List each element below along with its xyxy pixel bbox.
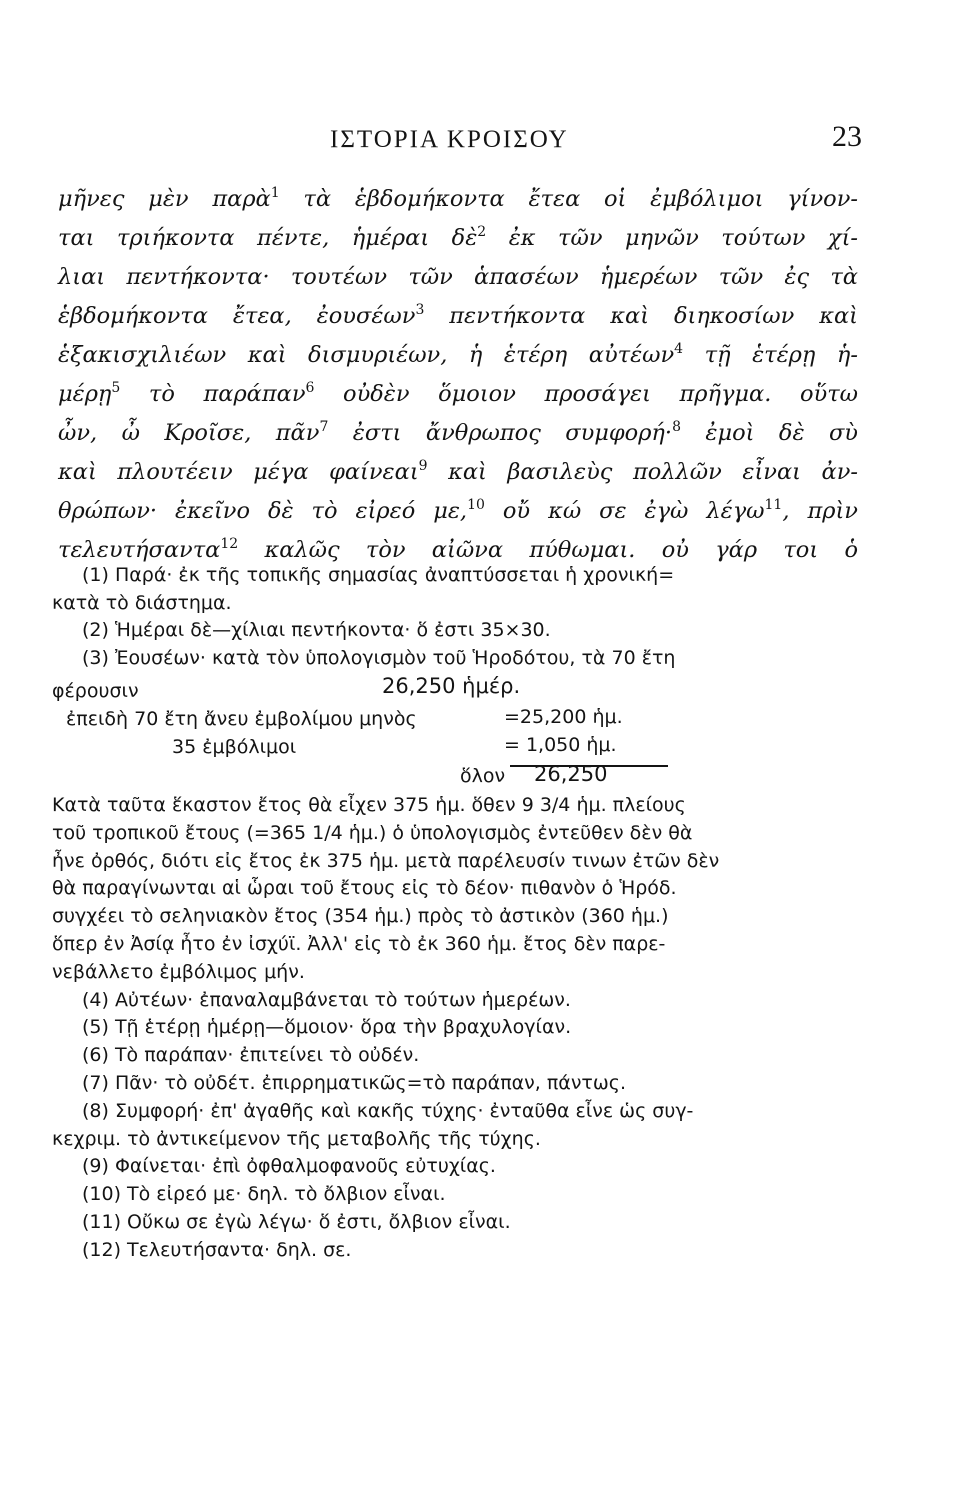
footnote-line: (2) Ἡμέραι δὲ—χίλιαι πεντήκοντα· ὅ ἐστι 35×30. bbox=[82, 619, 551, 642]
footnote-line: (11) Οὔκω σε ἐγὼ λέγω· ὅ ἐστι, ὄλβιον εἶναι. bbox=[82, 1210, 511, 1233]
text-line: ὦν, ὦ Κροῖσε, πᾶν$^7$ ἐστι ἄνθρωπος συμφορή·$^8$ ἐμοὶ δὲ σὺ bbox=[58, 419, 858, 446]
footnote-line: (9) Φαίνεται· ἐπὶ ὀφθαλμοφανοῦς εὐτυχίας. bbox=[82, 1155, 496, 1178]
text-line: καὶ πλουτέειν μέγα φαίνεαι$^9$ καὶ βασιλεὺς πολλῶν εἶναι ἀν- bbox=[58, 458, 858, 485]
calc-sum-value: 26,250 bbox=[534, 762, 608, 786]
calc-line2-label: ἐπειδὴ 70 ἔτη ἄνευ ἐμβολίμου μηνὸς bbox=[66, 708, 417, 730]
footnote-line: τοῦ τροπικοῦ ἔτους (=365 1/4 ἡμ.) ὁ ὑπολογισμὸς ἐντεῦθεν δὲν θὰ bbox=[52, 821, 693, 844]
calc-line3-value: = 1,050 ἡμ. bbox=[504, 734, 617, 756]
page-number: 23 bbox=[832, 120, 862, 153]
footnote-line: (10) Τὸ εἰρεό με· δηλ. τὸ ὄλβιον εἶναι. bbox=[82, 1183, 446, 1206]
text-line: ται τριήκοντα πέντε, ἡμέραι δὲ$^2$ ἐκ τῶν μηνῶν τούτων χί- bbox=[58, 224, 858, 251]
footnote-line: (5) Τῇ ἑτέρῃ ἡμέρῃ—ὅμοιον· ὅρα τὴν βραχυλογίαν. bbox=[82, 1016, 572, 1039]
calc-line3-label: 35 ἐμβόλιμοι bbox=[172, 736, 297, 758]
text-line: μέρῃ$^5$ τὸ παράπαν$^6$ οὐδὲν ὅμοιον προσάγει πρῆγμα. οὕτω bbox=[58, 380, 858, 407]
text-line: θρώπων· ἐκεῖνο δὲ τὸ εἰρεό με,$^{10}$ οὔ κώ σε ἐγὼ λέγω$^{11}$, πρὶν bbox=[58, 497, 858, 524]
page-header bbox=[60, 120, 860, 160]
text-line: μῆνες μὲν παρὰ$^1$ τὰ ἑβδομήκοντα ἔτεα οἱ ἐμβόλιμοι γίνον- bbox=[58, 185, 858, 212]
footnote-line: (8) Συμφορή· ἐπ' ἀγαθῆς καὶ κακῆς τύχης· ἐνταῦθα εἶνε ὡς συγ- bbox=[82, 1099, 694, 1122]
text-line: ἑβδομήκοντα ἔτεα, ἐουσέων$^3$ πεντήκοντα καὶ διηκοσίων καὶ bbox=[58, 302, 859, 329]
footnote-line: (6) Τὸ παράπαν· ἐπιτείνει τὸ οὐδέν. bbox=[82, 1044, 420, 1067]
footnote-line: (12) Τελευτήσαντα· δηλ. σε. bbox=[82, 1238, 352, 1261]
footnote-line: συγχέει τὸ σεληνιακὸν ἔτος (354 ἡμ.) πρὸς τὸ ἀστικὸν (360 ἡμ.) bbox=[52, 905, 669, 928]
running-title: ΙΣΤΟΡΙΑ ΚΡΟΙΣΟΥ bbox=[330, 126, 569, 153]
calc-pherousin: φέρουσιν bbox=[52, 680, 139, 702]
text-line: ἑξακισχιλιέων καὶ δισμυριέων, ἡ ἑτέρη αὐτέων$^4$ τῇ ἑτέρῃ ἡ- bbox=[58, 341, 858, 368]
footnote-line: θὰ παραγίνωνται αἱ ὧραι τοῦ ἔτους εἰς τὸ δέον· πιθανὸν ὁ Ἡρόδ. bbox=[52, 877, 677, 900]
main-text bbox=[58, 180, 858, 570]
text-line: λιαι πεντήκοντα· τουτέων τῶν ἁπασέων ἡμερέων τῶν ἐς τὰ bbox=[58, 264, 858, 290]
footnote-line: (4) Αὐτέων· ἐπαναλαμβάνεται τὸ τούτων ἡμερέων. bbox=[82, 988, 571, 1011]
calc-sum-label: ὅλον bbox=[460, 765, 506, 787]
calc-total-days: 26,250 ἡμέρ. bbox=[382, 674, 521, 698]
calculation-block bbox=[52, 672, 752, 792]
footnote-line: κεχριμ. τὸ ἀντικείμενον τῆς μεταβολῆς τῆς τύχης. bbox=[52, 1127, 541, 1150]
footnote-line: ὅπερ ἐν Ἀσίᾳ ἦτο ἐν ἰσχύϊ. Ἀλλ' εἰς τὸ ἐκ 360 ἡμ. ἔτος δὲν παρε- bbox=[52, 932, 666, 955]
text-line: τελευτήσαντα$^{12}$ καλῶς τὸν αἰῶνα πύθωμαι. οὐ γάρ τοι ὁ bbox=[58, 536, 858, 563]
footnote-line: κατὰ τὸ διάστημα. bbox=[52, 591, 232, 614]
footnote-line: Κατὰ ταῦτα ἕκαστον ἔτος θὰ εἶχεν 375 ἡμ. ὅθεν 9 3/4 ἡμ. πλείους bbox=[52, 794, 686, 816]
calc-line2-value: =25,200 ἡμ. bbox=[504, 706, 623, 728]
footnote-line: ἦνε ὀρθός, διότι εἰς ἔτος ἐκ 375 ἡμ. μετὰ παρέλευσίν τινων ἐτῶν δὲν bbox=[52, 849, 720, 872]
footnotes-bottom bbox=[52, 792, 864, 1265]
footnotes-top bbox=[52, 562, 864, 672]
footnote-line: (3) Ἐουσέων· κατὰ τὸν ὑπολογισμὸν τοῦ Ἡροδότου, τὰ 70 ἔτη bbox=[82, 646, 676, 669]
footnote-line: (7) Πᾶν· τὸ οὐδέτ. ἐπιρρηματικῶς=τὸ παράπαν, πάντως. bbox=[82, 1071, 626, 1094]
footnote-line: νεβάλλετο ἐμβόλιμος μήν. bbox=[52, 960, 305, 983]
footnote-line: (1) Παρά· ἐκ τῆς τοπικῆς σημασίας ἀναπτύσσεται ἡ χρονική= bbox=[82, 564, 675, 586]
